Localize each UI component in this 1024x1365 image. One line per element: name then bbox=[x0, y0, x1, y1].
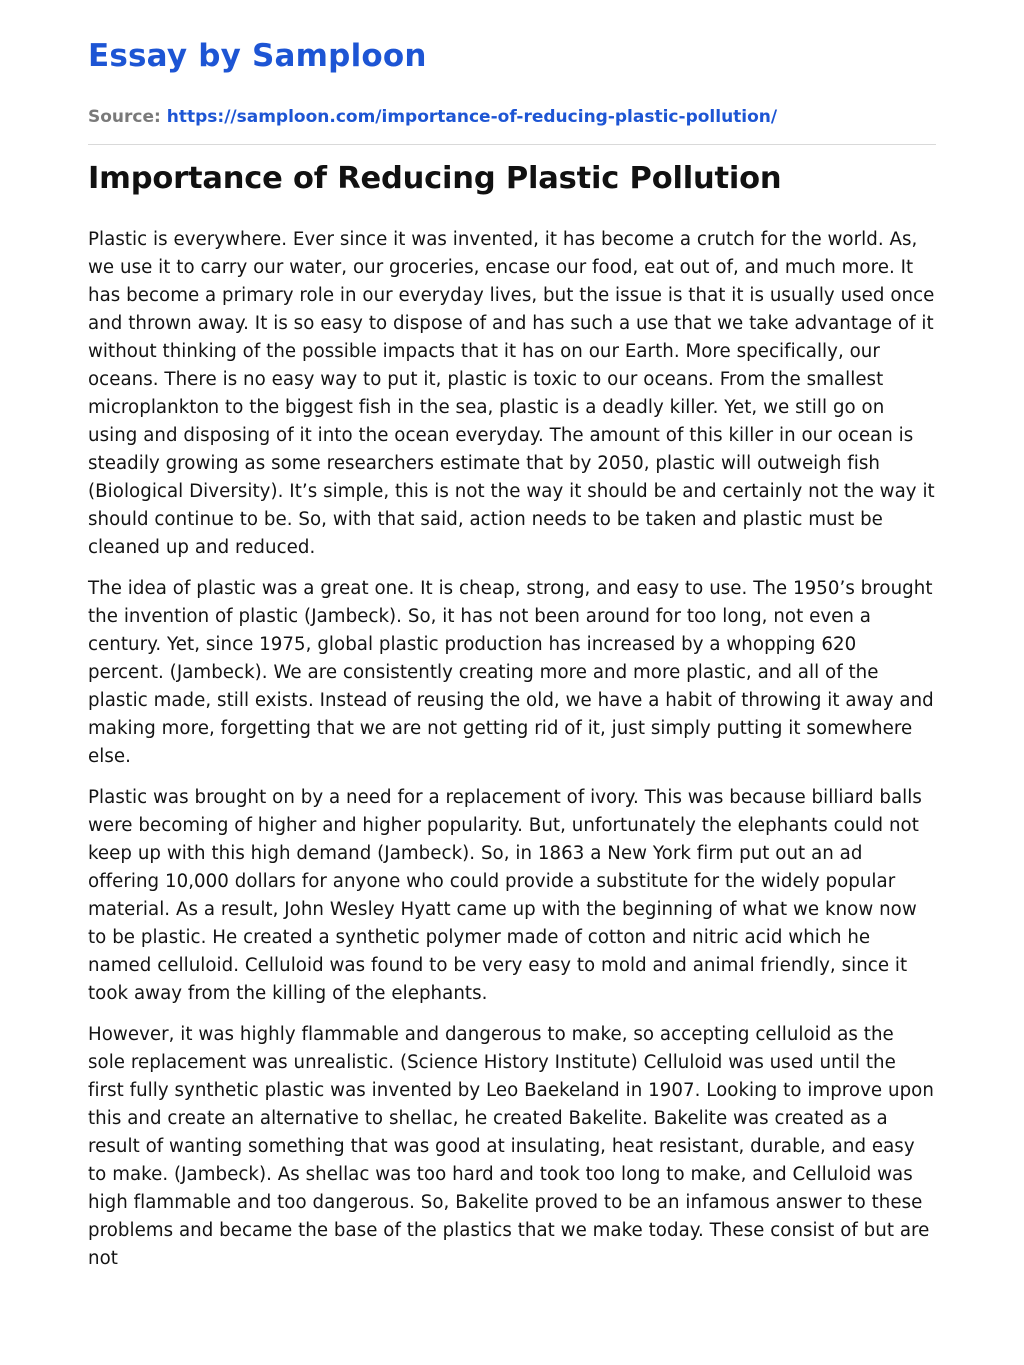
essay-paragraph: Plastic is everywhere. Ever since it was invented, it has become a crutch for the world. As, we use it to carry our water, our groceries, encase our food, eat out of, and much more. It has become a primary role in our everyday lives, but the issue is that it is usually used once and thrown away. It is so easy to dispose of and has such a use that we take advantage of it without thinking of the possible impacts that it has on our Earth. More specifically, our oceans. There is no easy way to put it, plastic is toxic to our oceans. From the smallest microplankton to the biggest fish in the sea, plastic is a deadly killer. Yet, we still go on using and disposing of it into the ocean everyday. The amount of this killer in our ocean is steadily growing as some researchers estimate that by 2050, plastic will outweigh fish (Biological Diversity). It’s simple, this is not the way it should be and certainly not the way it should continue to be. So, with that said, action needs to be taken and plastic must be cleaned up and reduced. bbox=[88, 229, 935, 558]
essay-paragraph: The idea of plastic was a great one. It is cheap, strong, and easy to use. The 1950’s brought the invention of plastic (Jambeck). So, it has not been around for too long, not even a century. Yet, since 1975, global plastic production has increased by a whopping 620 percent. (Jambeck). We are consistently creating more and more plastic, and all of the plastic made, still exists. Instead of reusing the old, we have a habit of throwing it away and making more, forgetting that we are not getting rid of it, just simply putting it somewhere else. bbox=[88, 578, 934, 767]
brand-title: Essay by Samploon bbox=[88, 38, 427, 74]
source-link[interactable]: https://samploon.com/importance-of-reducing-plastic-pollution/ bbox=[166, 107, 778, 127]
essay-body bbox=[88, 226, 936, 1273]
essay-paragraph: However, it was highly flammable and dangerous to make, so accepting celluloid as the sole replacement was unrealistic. (Science History Institute) Celluloid was used until the first fully synthetic plastic was invented by Leo Baekeland in 1907. Looking to improve upon this and create an alternative to shellac, he created Bakelite. Bakelite was created as a result of wanting something that was good at insulating, heat resistant, durable, and easy to make. (Jambeck). As shellac was too hard and took too long to make, and Celluloid was high flammable and too dangerous. So, Bakelite proved to be an infamous answer to these problems and became the base of the plastics that we make today. These consist of but are not bbox=[88, 1024, 934, 1269]
essay-title: Importance of Reducing Plastic Pollution bbox=[88, 161, 782, 196]
header-divider bbox=[88, 144, 936, 145]
essay-paragraph: Plastic was brought on by a need for a replacement of ivory. This was because billiard balls were becoming of higher and higher popularity. But, unfortunately the elephants could not keep up with this high demand (Jambeck). So, in 1863 a New York firm put out an ad offering 10,000 dollars for anyone who could provide a substitute for the widely popular material. As a result, John Wesley Hyatt came up with the beginning of what we know now to be plastic. He created a synthetic polymer made of cotton and nitric acid which he named celluloid. Celluloid was found to be very easy to mold and animal friendly, since it took away from the killing of the elephants. bbox=[88, 787, 922, 1004]
source-label: Source: bbox=[88, 107, 161, 127]
source-line bbox=[88, 105, 936, 129]
essay-page bbox=[88, 0, 936, 1286]
